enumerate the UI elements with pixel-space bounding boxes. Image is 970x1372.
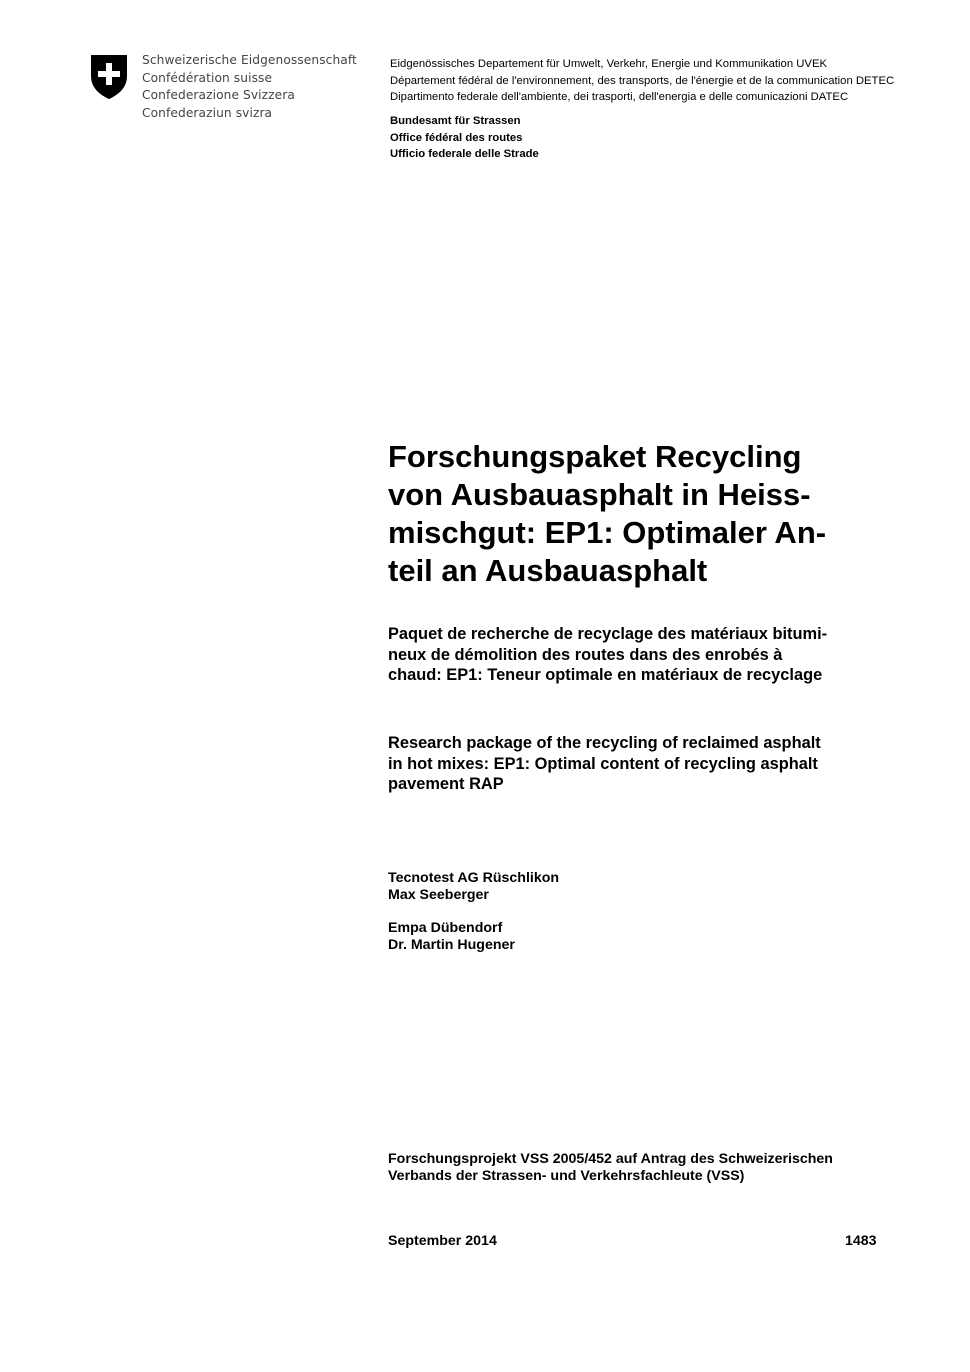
federal-logo [90,52,365,132]
author-group-tecnotest [388,870,559,904]
report-title-line: von Ausbauasphalt in Heiss- [388,477,811,512]
office-names [390,113,539,163]
confederation-name-de: Schweizerische Eidgenossenschaft [142,53,357,67]
office-name-de: Bundesamt für Strassen [390,115,521,127]
department-name-it: Dipartimento federale dell'ambiente, dei trasporti, dell'energia e delle comunicazioni DATEC [390,91,849,103]
project-note-line: Forschungsprojekt VSS 2005/452 auf Antrag des Schweizerischen [388,1151,833,1167]
department-names [390,56,894,106]
subtitle-english-line: pavement RAP [388,775,504,793]
author-person: Dr. Martin Hugener [388,937,515,953]
subtitle-english [388,733,821,795]
author-organization: Empa Dübendorf [388,920,503,936]
report-number: 1483 [845,1233,877,1249]
department-name-de: Eidgenössisches Departement für Umwelt, Verkehr, Energie und Kommunikation UVEK [390,58,828,70]
confederation-names [142,52,357,122]
subtitle-english-line: Research package of the recycling of reclaimed asphalt [388,734,821,752]
swiss-coat-of-arms-icon [90,54,128,100]
project-note-line: Verbands der Strassen- und Verkehrsfachleute (VSS) [388,1168,745,1184]
report-title-line: mischgut: EP1: Optimaler An- [388,515,827,550]
department-name-fr: Département fédéral de l'environnement, des transports, de l'énergie et de la communication DETEC [390,74,895,87]
subtitle-french-line: chaud: EP1: Teneur optimale en matériaux de recyclage [388,666,823,684]
confederation-name-rm: Confederaziun svizra [142,105,273,120]
subtitle-french [388,624,827,686]
publication-date: September 2014 [388,1233,497,1249]
report-title [388,438,826,590]
author-person: Max Seeberger [388,887,489,903]
office-name-it: Ufficio federale delle Strade [390,148,539,160]
subtitle-french-line: Paquet de recherche de recyclage des matériaux bitumi- [388,625,828,643]
confederation-name-fr: Confédération suisse [142,70,273,85]
project-note [388,1151,833,1185]
report-title-line: Forschungspaket Recycling [388,439,802,474]
author-group-empa [388,920,515,954]
confederation-name-it: Confederazione Svizzera [142,88,295,102]
office-name-fr: Office fédéral des routes [390,131,523,144]
report-title-line: teil an Ausbauasphalt [388,553,708,588]
author-organization: Tecnotest AG Rüschlikon [388,870,560,886]
subtitle-french-line: neux de démolition des routes dans des enrobés à [388,645,783,664]
subtitle-english-line: in hot mixes: EP1: Optimal content of recycling asphalt [388,754,818,773]
